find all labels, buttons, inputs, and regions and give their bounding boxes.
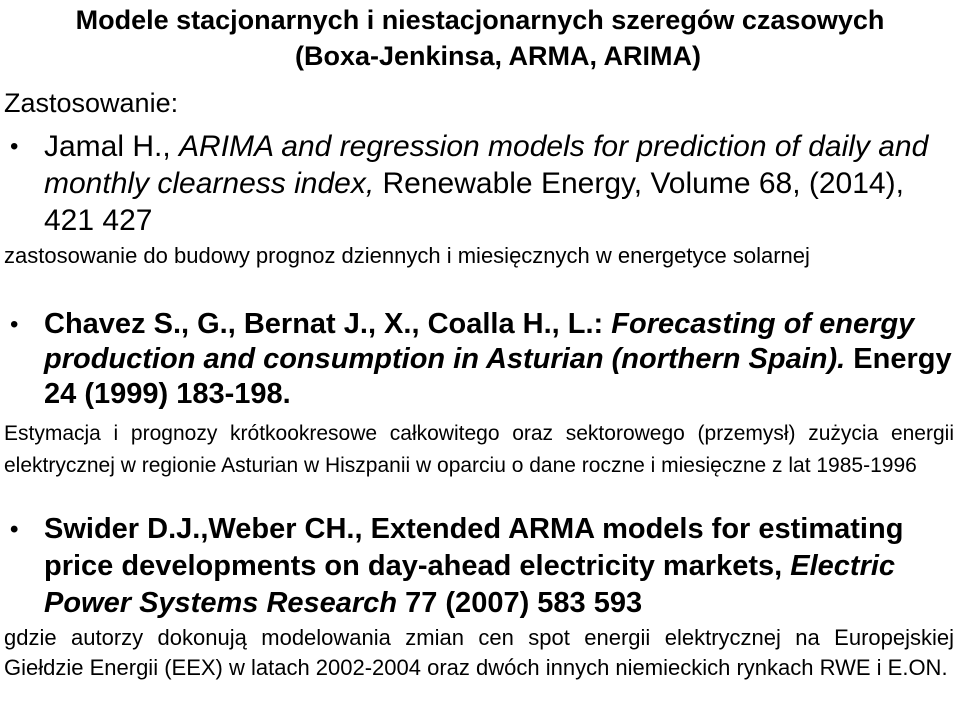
- section-label: Zastosowanie:: [4, 88, 179, 118]
- page-title: [0, 0, 960, 76]
- reference-description: Estymacja i prognozy krótkookresowe całkowitego oraz sektorowego (przemysł) zużycia energii elektrycznej w regionie Asturian w Hiszpanii w oparciu o dane roczne i miesięczne z lat 1985-1996: [4, 422, 954, 477]
- reference-authors: Swider D.J.,Weber CH., Extended ARMA models for estimating price developments on day-ahead electricity markets,: [44, 513, 904, 582]
- bullet-icon: •: [10, 133, 19, 160]
- reference-source: 77 (2007) 583 593: [397, 587, 643, 619]
- reference-description: gdzie autorzy dokonują modelowania zmian cen spot energii elektrycznej na Europejskiej Giełdzie Energii (EEX) w latach 2002-2004 oraz dwóch innych niemieckich rynkach RWE i E.ON.: [4, 625, 954, 680]
- reference-item: [10, 307, 956, 412]
- bullet-icon: •: [10, 516, 19, 543]
- reference-title: Forecasting of energy production and consumption in Asturian (northern Spain).: [44, 308, 915, 375]
- reference-item: [10, 128, 956, 239]
- bullet-icon: •: [10, 311, 19, 338]
- title-line-2: (Boxa-Jenkinsa, ARMA, ARIMA): [294, 41, 702, 71]
- reference-source: Renewable Energy, Volume 68, (2014), 421 427: [44, 167, 904, 237]
- reference-authors: Chavez S., G., Bernat J., X., Coalla H., L.:: [44, 308, 612, 340]
- title-line-1: Modele stacjonarnych i niestacjonarnych szeregów czasowych: [75, 5, 885, 35]
- reference-item: [10, 511, 956, 622]
- reference-authors: Jamal H.,: [44, 130, 180, 163]
- reference-description: zastosowanie do budowy prognoz dziennych i miesięcznych w energetyce solarnej: [4, 243, 810, 268]
- reference-title: ARIMA and regression models for prediction of daily and monthly clearness index,: [44, 130, 929, 200]
- reference-source: Energy 24 (1999) 183-198.: [44, 343, 952, 410]
- reference-title: Electric Power Systems Research: [44, 550, 896, 619]
